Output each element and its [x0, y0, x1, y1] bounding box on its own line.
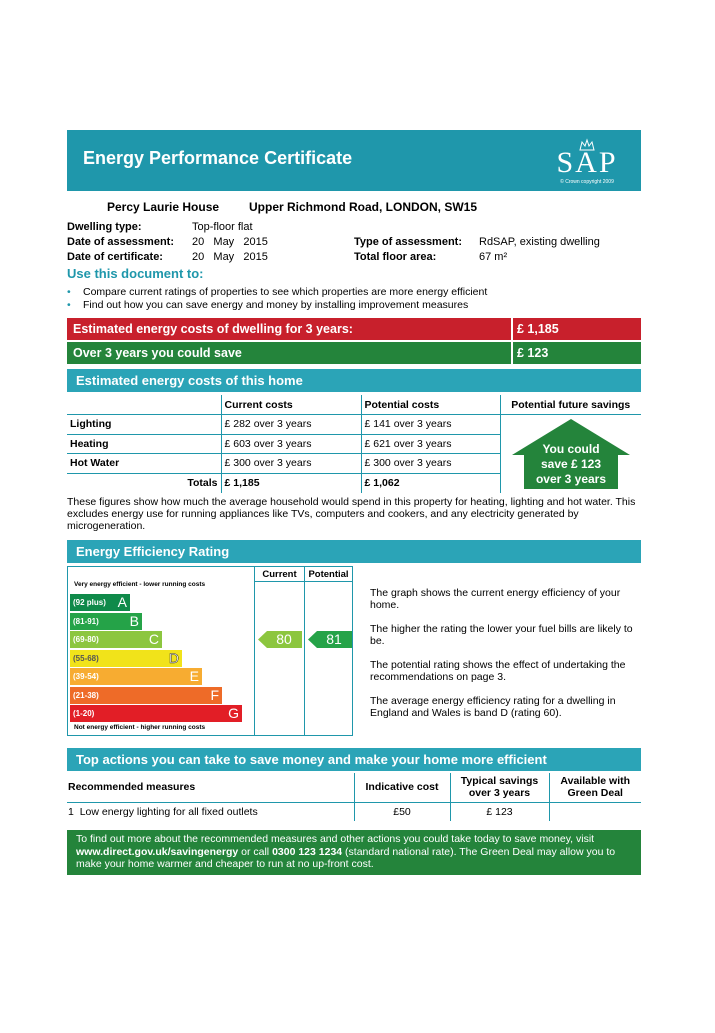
- floor-area-label: Total floor area:: [354, 251, 437, 263]
- sap-logo: [547, 138, 627, 188]
- costs-section-title: Estimated energy costs of this home: [67, 369, 641, 392]
- property-address: Upper Richmond Road, LONDON, SW15: [249, 200, 478, 214]
- assessment-date-label: Date of assessment:: [67, 236, 174, 248]
- eer-band-e: (39-54) E: [70, 668, 202, 685]
- savings-bar: [67, 342, 641, 364]
- totals-current: £ 1,185: [221, 473, 361, 493]
- property-name: Percy Laurie House: [107, 200, 220, 214]
- totals-potential: £ 1,062: [361, 473, 500, 493]
- eer-band-c: (69-80) C: [70, 631, 162, 648]
- sap-logo-text: SAP: [556, 146, 618, 179]
- current-rating-arrow: [258, 631, 302, 648]
- current-rating-value: 80: [276, 631, 292, 647]
- bullet-icon: •: [67, 299, 71, 311]
- header-banner: [67, 130, 641, 191]
- bullet-item: • Find out how you can save energy and money by installing improvement measures: [67, 299, 469, 311]
- dwelling-type-label: Dwelling type:: [67, 221, 142, 233]
- col-header-measures: Recommended measures: [67, 773, 354, 802]
- col-header-current: Current costs: [221, 395, 361, 415]
- bullet-icon: •: [67, 286, 71, 298]
- savings-text-3: over 3 years: [535, 472, 607, 486]
- certificate-date-label: Date of certificate:: [67, 251, 163, 263]
- table-row: 1 Low energy lighting for all fixed outlets £50 £ 123: [67, 802, 641, 821]
- eer-text-3: The potential rating shows the effect of undertaking the recommendations on page 3.: [370, 659, 626, 683]
- costs-note: These figures show how much the average household would spend in this property for heating, lighting and hot water. This excludes energy use for running appliances like TVs, computers and cookers, and any electricity generated by microgeneration.: [67, 496, 636, 532]
- totals-label: Totals: [187, 477, 218, 489]
- col-header-potential: Potential costs: [361, 395, 500, 415]
- actions-section-title: Top actions you can take to save money and make your home more efficient: [67, 748, 641, 771]
- col-header-savings: Typical savings over 3 years: [450, 773, 549, 802]
- eer-text-2: The higher the rating the lower your fuel bills are likely to be.: [370, 623, 633, 647]
- use-document-title: Use this document to:: [67, 266, 204, 281]
- eer-band-b: (81-91) B: [70, 613, 142, 630]
- eer-col-current: Current: [262, 569, 297, 580]
- floor-area-value: 67 m²: [479, 251, 508, 263]
- estimated-cost-value: £ 1,185: [517, 322, 559, 336]
- page-title: Energy Performance Certificate: [83, 148, 353, 168]
- eer-bottom-note: Not energy efficient - higher running costs: [74, 724, 206, 731]
- eer-top-note: Very energy efficient - lower running costs: [74, 581, 206, 588]
- table-row: Lighting £ 282 over 3 years £ 141 over 3 years: [67, 415, 641, 435]
- savings-url-link[interactable]: www.direct.gov.uk/savingenergy: [76, 845, 239, 858]
- col-header-cost: Indicative cost: [354, 773, 450, 802]
- estimated-cost-label: Estimated energy costs of dwelling for 3 years:: [73, 322, 353, 336]
- eer-bands: [68, 594, 254, 724]
- assessment-date-value: 20 May 2015: [192, 236, 268, 248]
- table-row: Heating £ 603 over 3 years £ 621 over 3 years: [67, 434, 641, 454]
- eer-col-potential: Potential: [308, 569, 349, 580]
- table-row: Hot Water £ 300 over 3 years £ 300 over 3 years: [67, 454, 641, 474]
- eer-chart: [67, 566, 353, 736]
- savings-text-1: You could: [542, 442, 600, 456]
- phone-number: 0300 123 1234: [272, 845, 343, 858]
- bullet-item: • Compare current ratings of properties to see which properties are more energy efficient: [67, 286, 488, 298]
- logo-copyright: © Crown copyright 2009: [560, 179, 614, 185]
- col-header-green-deal: Available with Green Deal: [549, 773, 641, 802]
- savings-label: Over 3 years you could save: [73, 346, 242, 360]
- certificate-date-value: 20 May 2015: [192, 251, 268, 263]
- eer-band-d: (55-68) D: [70, 650, 182, 667]
- assessment-type-value: RdSAP, existing dwelling: [479, 236, 600, 248]
- dwelling-type-value: Top-floor flat: [192, 221, 253, 233]
- eer-band-f: (21-38) F: [70, 687, 222, 704]
- eer-band-a: (92 plus) A: [70, 594, 130, 611]
- potential-rating-value: 81: [326, 631, 342, 647]
- eer-band-g: (1-20) G: [70, 705, 242, 722]
- eer-section-title: Energy Efficiency Rating: [67, 540, 641, 563]
- savings-text-2: save £ 123: [540, 457, 602, 471]
- footer-info: To find out more about the recommended measures and other actions you could take today to save money, visit www.direct.gov.uk/savingenergy or call 0300 123 1234 (standard national rate). The Green Deal may allow you to make your home warmer and cheaper to run at no up-front cost.: [67, 830, 641, 875]
- savings-value: £ 123: [517, 346, 549, 360]
- eer-text-1: The graph shows the current energy efficiency of your home.: [370, 587, 621, 611]
- assessment-type-label: Type of assessment:: [354, 236, 463, 248]
- savings-arrow: [510, 417, 632, 489]
- estimated-cost-bar: [67, 318, 641, 340]
- actions-table: [67, 773, 641, 821]
- col-header-future: Potential future savings: [500, 395, 641, 415]
- potential-rating-arrow: [308, 631, 352, 648]
- eer-text-4: The average energy efficiency rating for a dwelling in England and Wales is band D (rating 60).: [370, 695, 616, 719]
